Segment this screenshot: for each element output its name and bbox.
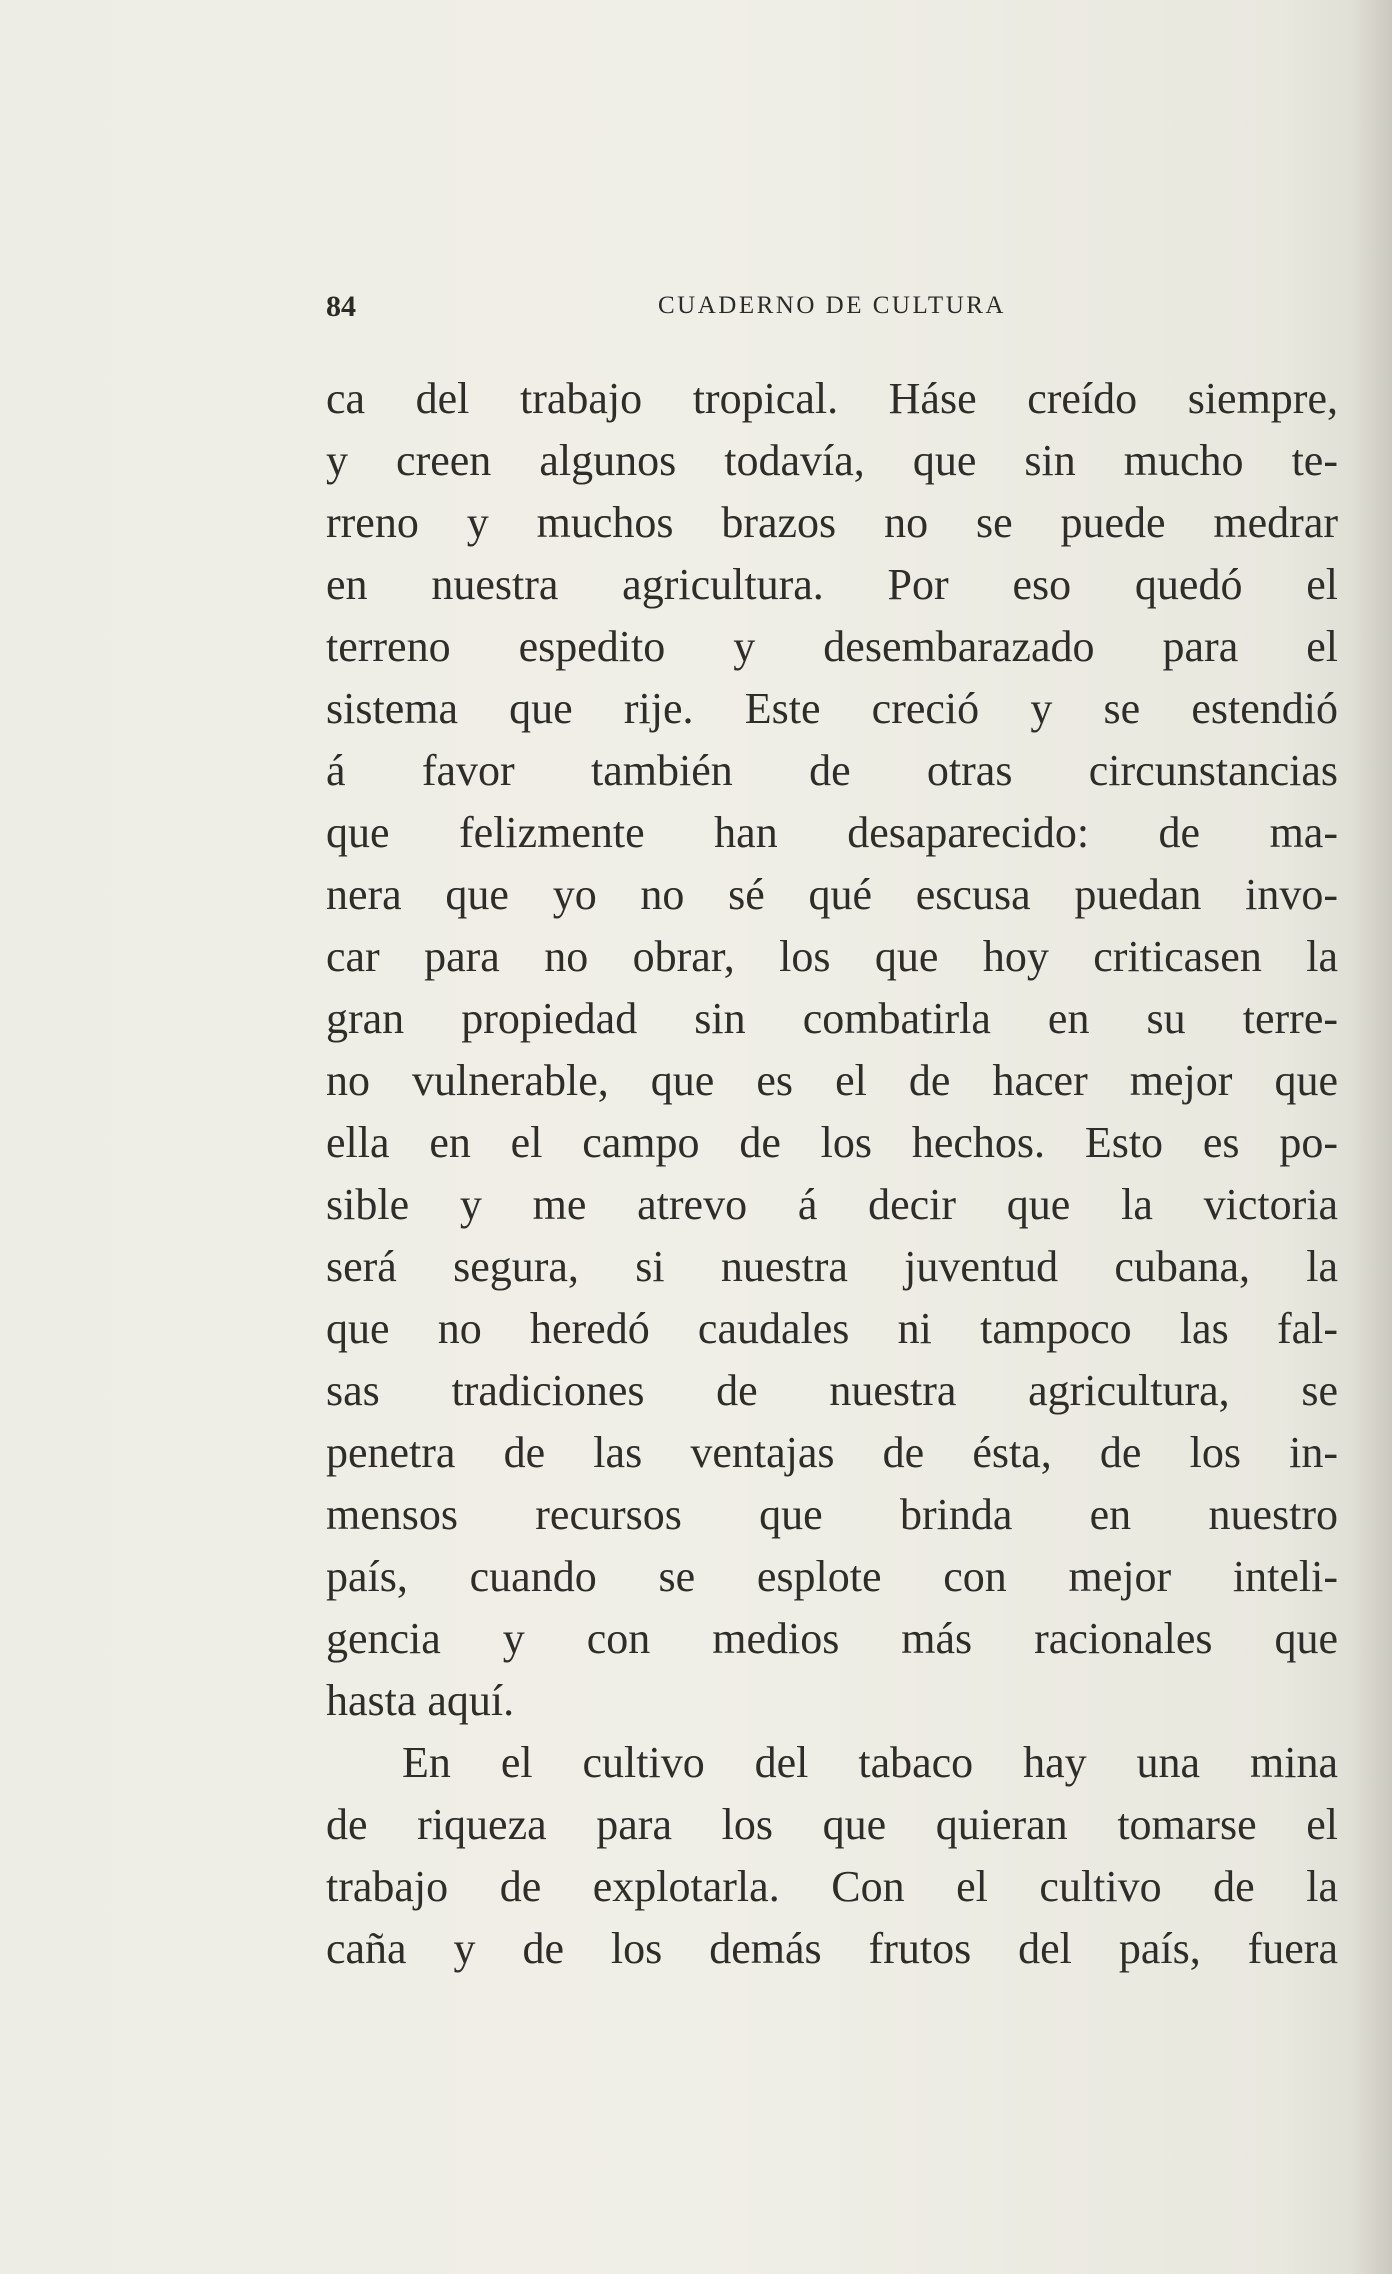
text-line: ca del trabajo tropical. Háse creído siempre, — [326, 374, 1338, 423]
running-head: CUADERNO DE CULTURA — [658, 292, 1006, 319]
text-line: que felizmente han desaparecido: de ma- — [326, 808, 1338, 857]
text-line: y creen algunos todavía, que sin mucho te- — [326, 436, 1338, 485]
text-line: no vulnerable, que es el de hacer mejor que — [326, 1056, 1338, 1105]
text-line: nera que yo no sé qué escusa puedan invo- — [326, 870, 1338, 919]
text-line: trabajo de explotarla. Con el cultivo de la — [326, 1862, 1338, 1911]
paragraph-1 — [326, 368, 1338, 1732]
text-line: gran propiedad sin combatirla en su terre- — [326, 994, 1338, 1043]
text-line: car para no obrar, los que hoy criticasen la — [326, 932, 1338, 981]
text-line: penetra de las ventajas de ésta, de los in- — [326, 1428, 1338, 1477]
text-line: sas tradiciones de nuestra agricultura, se — [326, 1366, 1338, 1415]
text-line: En el cultivo del tabaco hay una mina — [402, 1738, 1338, 1787]
body-text — [326, 368, 1338, 1980]
text-line: mensos recursos que brinda en nuestro — [326, 1490, 1338, 1539]
text-line: en nuestra agricultura. Por eso quedó el — [326, 560, 1338, 609]
text-line: sistema que rije. Este creció y se estendió — [326, 684, 1338, 733]
page-header — [326, 290, 1338, 330]
text-line: país, cuando se esplote con mejor inteli- — [326, 1552, 1338, 1601]
text-line: será segura, si nuestra juventud cubana, la — [326, 1242, 1338, 1291]
text-line: terreno espedito y desembarazado para el — [326, 622, 1338, 671]
page-edge-shadow — [1352, 0, 1392, 2274]
text-line: hasta aquí. — [326, 1676, 515, 1725]
paragraph-2 — [326, 1732, 1338, 1980]
text-line: sible y me atrevo á decir que la victoria — [326, 1180, 1338, 1229]
text-line: á favor también de otras circunstancias — [326, 746, 1338, 795]
text-line: rreno y muchos brazos no se puede medrar — [326, 498, 1338, 547]
text-line: de riqueza para los que quieran tomarse el — [326, 1800, 1338, 1849]
text-line: caña y de los demás frutos del país, fuera — [326, 1924, 1338, 1973]
text-line: gencia y con medios más racionales que — [326, 1614, 1338, 1663]
text-line: que no heredó caudales ni tampoco las fal- — [326, 1304, 1338, 1353]
text-line: ella en el campo de los hechos. Esto es po- — [326, 1118, 1338, 1167]
page-number: 84 — [326, 290, 356, 323]
